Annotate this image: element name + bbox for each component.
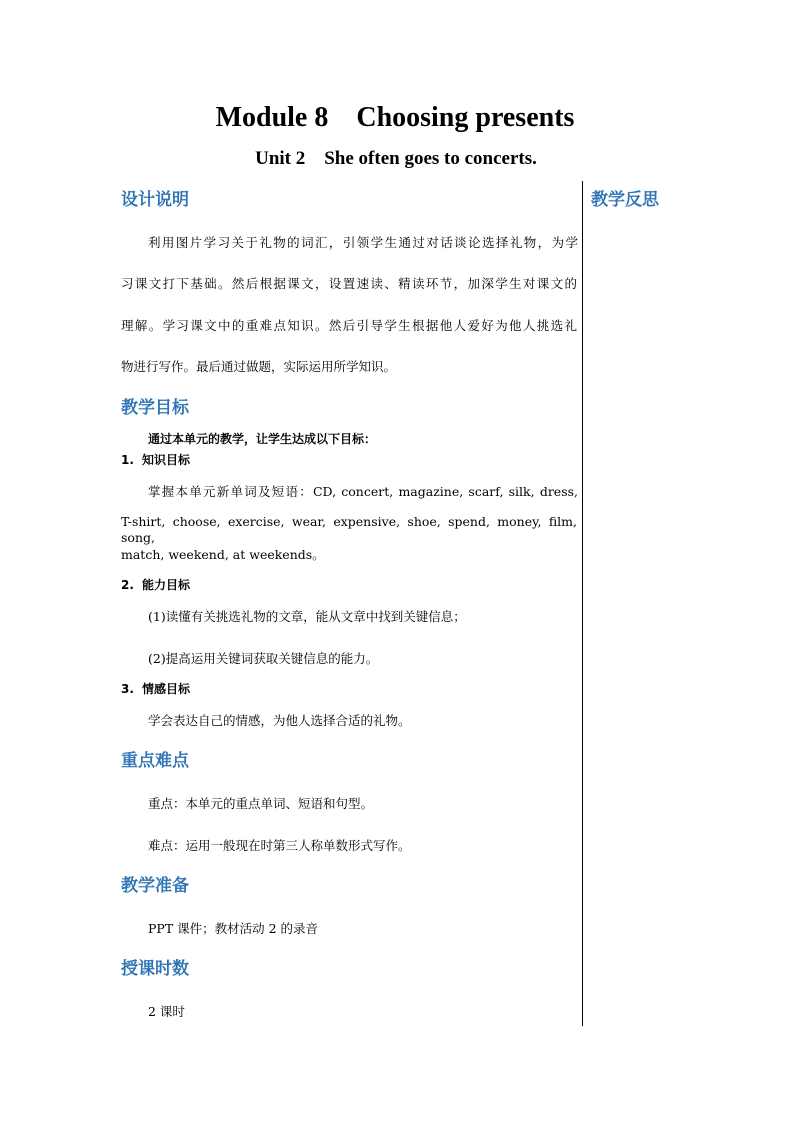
objectives-intro: 通过本单元的教学，让学生达成以下目标：	[148, 432, 377, 446]
objectives-heading: 教学目标	[121, 398, 189, 418]
preparation-heading: 教学准备	[121, 876, 189, 896]
ability-label: 能力目标	[142, 578, 191, 592]
design-line: 物进行写作。最后通过做题，实际运用所学知识。	[121, 359, 397, 374]
ability-heading	[121, 577, 190, 593]
knowledge-label: 知识目标	[142, 453, 191, 467]
emotion-heading	[121, 681, 190, 697]
key-points-heading: 重点难点	[121, 751, 189, 771]
design-line: 习课文打下基础。然后根据课文，设置速读、精读环节，加深学生对课文的	[121, 276, 577, 291]
design-line: 理解。学习课文中的重难点知识。然后引导学生根据他人爱好为他人挑选礼	[121, 318, 577, 333]
emotion-number: 3.	[121, 682, 134, 696]
knowledge-heading	[121, 452, 190, 468]
reflection-heading: 教学反思	[591, 190, 659, 210]
difficult-point: 难点：运用一般现在时第三人称单数形式写作。	[148, 838, 411, 853]
knowledge-line: T-shirt, choose, exercise, wear, expensive, shoe, spend, money, film, song,	[121, 514, 577, 545]
hours-text: 2 课时	[148, 1004, 185, 1019]
preparation-text: PPT 课件；教材活动 2 的录音	[148, 921, 319, 936]
ability-item: (1)读懂有关挑选礼物的文章，能从文章中找到关键信息；	[148, 609, 466, 624]
key-point: 重点：本单元的重点单词、短语和句型。	[148, 796, 374, 811]
ability-number: 2.	[121, 578, 134, 592]
emotion-label: 情感目标	[142, 682, 191, 696]
emotion-text: 学会表达自己的情感，为他人选择合适的礼物。	[148, 713, 411, 728]
page-subtitle: Unit 2 She often goes to concerts.	[255, 148, 537, 169]
knowledge-number: 1.	[121, 453, 134, 467]
design-line: 利用图片学习关于礼物的词汇，引领学生通过对话谈论选择礼物，为学	[148, 235, 578, 250]
design-heading: 设计说明	[121, 190, 189, 210]
knowledge-line: 掌握本单元新单词及短语：CD, concert, magazine, scarf, silk, dress,	[148, 484, 578, 499]
knowledge-line: match, weekend, at weekends。	[121, 547, 325, 562]
ability-item: (2)提高运用关键词获取关键信息的能力。	[148, 651, 379, 666]
column-divider	[582, 181, 583, 1026]
hours-heading: 授课时数	[121, 959, 189, 979]
page-title: Module 8 Choosing presents	[215, 102, 575, 133]
